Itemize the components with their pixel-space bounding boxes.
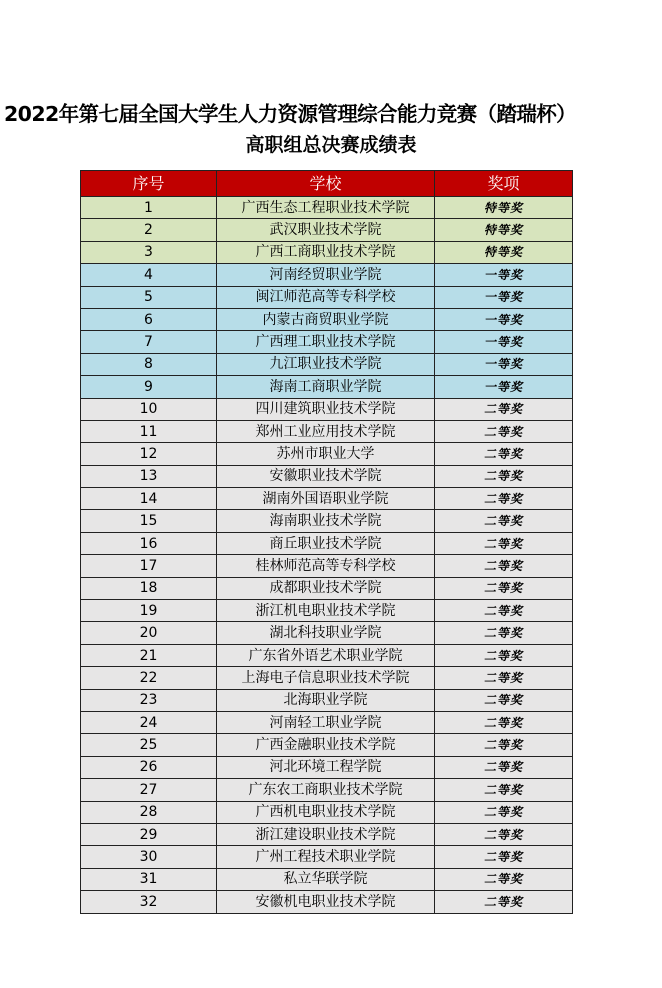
- cell-no: 27: [81, 779, 217, 801]
- table-row: [81, 376, 573, 398]
- cell-award: 二等奖: [435, 622, 573, 644]
- cell-award: 二等奖: [435, 756, 573, 778]
- page-subtitle: 高职组总决赛成绩表: [245, 134, 417, 156]
- cell-award: 二等奖: [435, 846, 573, 868]
- cell-school: 郑州工业应用技术学院: [217, 420, 435, 442]
- cell-no: 15: [81, 510, 217, 532]
- cell-school: 广东农工商职业技术学院: [217, 779, 435, 801]
- table-header-row: [81, 171, 573, 197]
- cell-no: 14: [81, 488, 217, 510]
- cell-school: 四川建筑职业技术学院: [217, 398, 435, 420]
- cell-award: 二等奖: [435, 734, 573, 756]
- cell-no: 8: [81, 353, 217, 375]
- table-row: [81, 219, 573, 241]
- table-row: [81, 398, 573, 420]
- cell-no: 5: [81, 286, 217, 308]
- table-row: [81, 555, 573, 577]
- table-row: [81, 846, 573, 868]
- cell-school: 商丘职业技术学院: [217, 532, 435, 554]
- cell-school: 湖南外国语职业学院: [217, 488, 435, 510]
- cell-no: 23: [81, 689, 217, 711]
- table-row: [81, 286, 573, 308]
- cell-school: 闽江师范高等专科学校: [217, 286, 435, 308]
- cell-no: 12: [81, 443, 217, 465]
- cell-no: 4: [81, 264, 217, 286]
- cell-school: 广州工程技术职业学院: [217, 846, 435, 868]
- column-header-no: 序号: [81, 171, 217, 197]
- cell-school: 河南轻工职业学院: [217, 711, 435, 733]
- cell-school: 广西生态工程职业技术学院: [217, 197, 435, 219]
- table-row: [81, 197, 573, 219]
- cell-no: 31: [81, 868, 217, 890]
- cell-school: 海南工商职业学院: [217, 376, 435, 398]
- cell-school: 私立华联学院: [217, 868, 435, 890]
- cell-award: 一等奖: [435, 308, 573, 330]
- cell-award: 二等奖: [435, 891, 573, 913]
- cell-no: 17: [81, 555, 217, 577]
- cell-no: 32: [81, 891, 217, 913]
- cell-award: 一等奖: [435, 264, 573, 286]
- cell-award: 二等奖: [435, 667, 573, 689]
- cell-no: 24: [81, 711, 217, 733]
- cell-no: 1: [81, 197, 217, 219]
- cell-no: 26: [81, 756, 217, 778]
- cell-award: 特等奖: [435, 197, 573, 219]
- cell-no: 9: [81, 376, 217, 398]
- cell-no: 19: [81, 600, 217, 622]
- table-row: [81, 689, 573, 711]
- table-row: [81, 308, 573, 330]
- cell-award: 二等奖: [435, 711, 573, 733]
- cell-no: 25: [81, 734, 217, 756]
- cell-no: 7: [81, 331, 217, 353]
- cell-no: 28: [81, 801, 217, 823]
- cell-school: 河南经贸职业学院: [217, 264, 435, 286]
- table-row: [81, 644, 573, 666]
- cell-no: 13: [81, 465, 217, 487]
- cell-school: 浙江机电职业技术学院: [217, 600, 435, 622]
- cell-no: 3: [81, 241, 217, 263]
- cell-school: 河北环境工程学院: [217, 756, 435, 778]
- table-row: [81, 264, 573, 286]
- cell-school: 广东省外语艺术职业学院: [217, 644, 435, 666]
- cell-school: 浙江建设职业技术学院: [217, 823, 435, 845]
- cell-no: 10: [81, 398, 217, 420]
- table-row: [81, 488, 573, 510]
- table-row: [81, 823, 573, 845]
- cell-award: 二等奖: [435, 555, 573, 577]
- cell-no: 18: [81, 577, 217, 599]
- cell-award: 二等奖: [435, 868, 573, 890]
- cell-no: 16: [81, 532, 217, 554]
- cell-school: 武汉职业技术学院: [217, 219, 435, 241]
- cell-school: 广西理工职业技术学院: [217, 331, 435, 353]
- cell-school: 苏州市职业大学: [217, 443, 435, 465]
- cell-award: 二等奖: [435, 823, 573, 845]
- table-row: [81, 331, 573, 353]
- cell-school: 内蒙古商贸职业学院: [217, 308, 435, 330]
- cell-award: 二等奖: [435, 779, 573, 801]
- cell-award: 一等奖: [435, 376, 573, 398]
- cell-award: 二等奖: [435, 420, 573, 442]
- table-row: [81, 622, 573, 644]
- cell-award: 一等奖: [435, 331, 573, 353]
- cell-no: 22: [81, 667, 217, 689]
- cell-award: 二等奖: [435, 801, 573, 823]
- table-row: [81, 420, 573, 442]
- cell-award: 二等奖: [435, 443, 573, 465]
- table-row: [81, 734, 573, 756]
- cell-award: 二等奖: [435, 398, 573, 420]
- column-header-school: 学校: [217, 171, 435, 197]
- cell-no: 11: [81, 420, 217, 442]
- table-row: [81, 891, 573, 913]
- table-row: [81, 510, 573, 532]
- cell-award: 二等奖: [435, 644, 573, 666]
- table-row: [81, 868, 573, 890]
- cell-award: 二等奖: [435, 465, 573, 487]
- cell-award: 一等奖: [435, 353, 573, 375]
- table-row: [81, 443, 573, 465]
- page-title: 2022年第七届全国大学生人力资源管理综合能力竞赛（踏瑞杯）: [4, 102, 577, 126]
- cell-school: 安徽机电职业技术学院: [217, 891, 435, 913]
- cell-award: 一等奖: [435, 286, 573, 308]
- cell-school: 广西金融职业技术学院: [217, 734, 435, 756]
- cell-school: 桂林师范高等专科学校: [217, 555, 435, 577]
- cell-school: 上海电子信息职业技术学院: [217, 667, 435, 689]
- cell-school: 海南职业技术学院: [217, 510, 435, 532]
- table-row: [81, 779, 573, 801]
- cell-school: 北海职业学院: [217, 689, 435, 711]
- cell-award: 二等奖: [435, 532, 573, 554]
- table-row: [81, 600, 573, 622]
- cell-award: 二等奖: [435, 577, 573, 599]
- cell-award: 二等奖: [435, 600, 573, 622]
- cell-no: 21: [81, 644, 217, 666]
- results-table-body: [81, 197, 573, 914]
- table-row: [81, 353, 573, 375]
- table-row: [81, 801, 573, 823]
- cell-school: 广西机电职业技术学院: [217, 801, 435, 823]
- cell-no: 2: [81, 219, 217, 241]
- table-row: [81, 667, 573, 689]
- table-row: [81, 577, 573, 599]
- cell-no: 29: [81, 823, 217, 845]
- cell-award: 特等奖: [435, 219, 573, 241]
- cell-school: 九江职业技术学院: [217, 353, 435, 375]
- cell-school: 安徽职业技术学院: [217, 465, 435, 487]
- table-row: [81, 465, 573, 487]
- cell-award: 二等奖: [435, 510, 573, 532]
- results-table: [80, 170, 573, 914]
- cell-school: 成都职业技术学院: [217, 577, 435, 599]
- cell-no: 20: [81, 622, 217, 644]
- table-row: [81, 711, 573, 733]
- table-row: [81, 756, 573, 778]
- cell-award: 二等奖: [435, 689, 573, 711]
- cell-no: 30: [81, 846, 217, 868]
- column-header-award: 奖项: [435, 171, 573, 197]
- cell-school: 湖北科技职业学院: [217, 622, 435, 644]
- cell-no: 6: [81, 308, 217, 330]
- table-row: [81, 241, 573, 263]
- table-row: [81, 532, 573, 554]
- cell-school: 广西工商职业技术学院: [217, 241, 435, 263]
- cell-award: 特等奖: [435, 241, 573, 263]
- cell-award: 二等奖: [435, 488, 573, 510]
